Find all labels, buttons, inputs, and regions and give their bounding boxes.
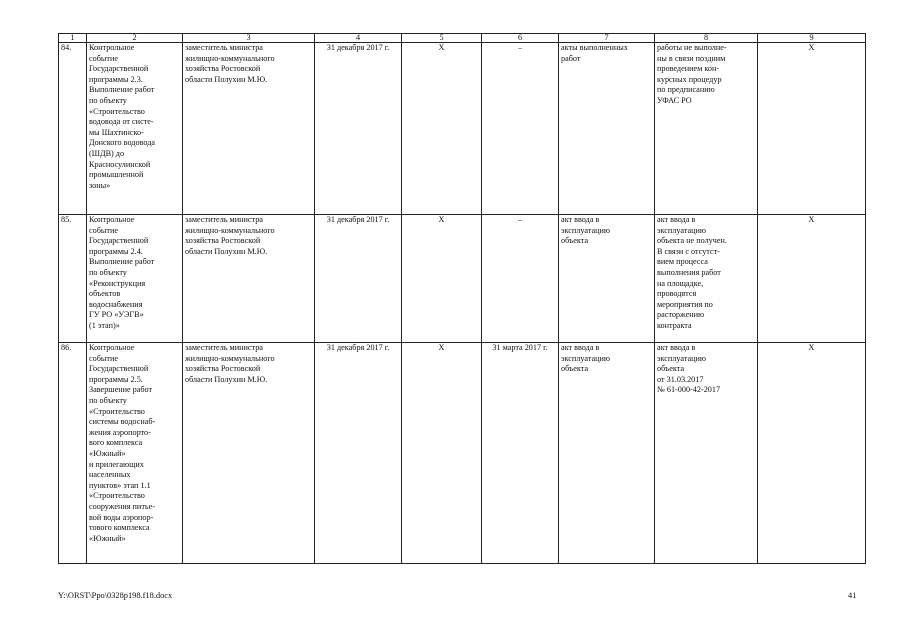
result: акт ввода в эксплуатацию объекта bbox=[559, 343, 655, 564]
column-number: 9 bbox=[758, 34, 866, 43]
report-table bbox=[58, 33, 866, 564]
column-number: 2 bbox=[87, 34, 183, 43]
column-9-value: Х bbox=[758, 43, 866, 215]
responsible-person: заместитель министра жилищно-коммунального хозяйства Ростовской области Полухин М.Ю. bbox=[183, 43, 315, 215]
fact-date: – bbox=[482, 43, 559, 215]
column-number: 3 bbox=[183, 34, 315, 43]
column-number: 7 bbox=[559, 34, 655, 43]
plan-date: 31 декабря 2017 г. bbox=[315, 215, 402, 343]
fact-date: – bbox=[482, 215, 559, 343]
table-row bbox=[59, 43, 866, 215]
column-5-value: Х bbox=[402, 343, 482, 564]
column-number: 5 bbox=[402, 34, 482, 43]
note: акт ввода в эксплуатацию объекта не получен. В связи с отсутст- вием процесса выполнения работ на площадке, проводятся мероприятия по расторжению контракта bbox=[655, 215, 758, 343]
column-number: 8 bbox=[655, 34, 758, 43]
footer-file-path: Y:\ORST\Ppo\0328p198.f18.docx bbox=[58, 591, 173, 600]
result: акт ввода в эксплуатацию объекта bbox=[559, 215, 655, 343]
page-number: 41 bbox=[848, 591, 857, 600]
control-event: Контрольное событие Государственной программы 2.5. Завершение работ по объекту «Строительство системы водоснаб- жения аэропорто- вого комплекса «Южный» и прилегающих населенных пунктов» этап 1.1 «Строительство сооружения питье- вой воды аэропор- тового комплекса «Южный» bbox=[87, 343, 183, 564]
row-number: 85. bbox=[59, 215, 87, 343]
column-number: 4 bbox=[315, 34, 402, 43]
fact-date: 31 марта 2017 г. bbox=[482, 343, 559, 564]
table-row bbox=[59, 343, 866, 564]
responsible-person: заместитель министра жилищно-коммунального хозяйства Ростовской области Полухин М.Ю. bbox=[183, 215, 315, 343]
column-9-value: Х bbox=[758, 343, 866, 564]
column-9-value: Х bbox=[758, 215, 866, 343]
note: работы не выполне- ны в связи поздним проведением кон- курсных процедур по предписанию УФАС РО bbox=[655, 43, 758, 215]
column-5-value: Х bbox=[402, 43, 482, 215]
plan-date: 31 декабря 2017 г. bbox=[315, 343, 402, 564]
plan-date: 31 декабря 2017 г. bbox=[315, 43, 402, 215]
row-number: 84. bbox=[59, 43, 87, 215]
table-row bbox=[59, 215, 866, 343]
control-event: Контрольное событие Государственной программы 2.3. Выполнение работ по объекту «Строительство водовода от систе- мы Шахтинско- Донского водовода (ШДВ) до Красносулинской промышленной зоны» bbox=[87, 43, 183, 215]
control-event: Контрольное событие Государственной программы 2.4. Выполнение работ по объекту «Реконструкция объектов водоснабжения ГУ РО «УЭГВ» (1 этап)» bbox=[87, 215, 183, 343]
result: акты выполненных работ bbox=[559, 43, 655, 215]
column-number: 6 bbox=[482, 34, 559, 43]
column-number: 1 bbox=[59, 34, 87, 43]
note: акт ввода в эксплуатацию объекта от 31.03.2017 № 61-000-42-2017 bbox=[655, 343, 758, 564]
column-5-value: Х bbox=[402, 215, 482, 343]
row-number: 86. bbox=[59, 343, 87, 564]
responsible-person: заместитель министра жилищно-коммунального хозяйства Ростовской области Полухин М.Ю. bbox=[183, 343, 315, 564]
column-number-row bbox=[59, 34, 866, 43]
